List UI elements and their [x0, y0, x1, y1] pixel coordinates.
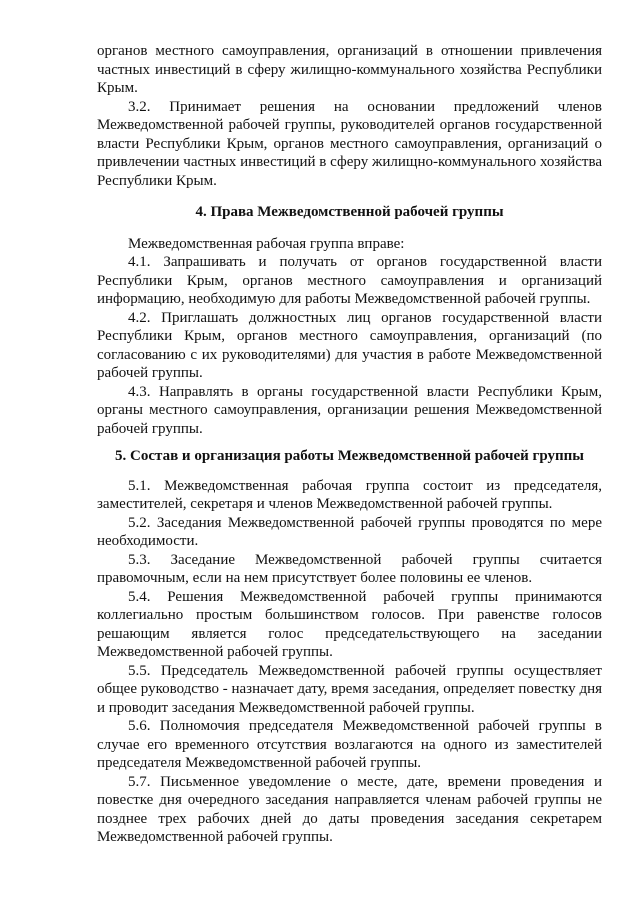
paragraph-3-2: 3.2. Принимает решения на основании предложений членов Межведомственной рабочей группы, руководителей органов государственной власти Республики Крым, органов местного самоуправления, организаций о привлечении частных инвестиций в сферу жилищно-коммунального хозяйства Республики Крым.: [97, 98, 602, 189]
paragraph-4-2: 4.2. Приглашать должностных лиц органов государственной власти Республики Крым, органов местного самоуправления, организаций (по согласованию с их руководителями) для участия в работе Межведомственной рабочей группы.: [97, 309, 602, 381]
paragraph-5-7: 5.7. Письменное уведомление о месте, дате, времени проведения и повестке дня очередного заседания направляется членам рабочей группы не позднее трех рабочих дней до даты проведения заседания секретарем Межведомственной рабочей группы.: [97, 773, 602, 845]
document-body: [97, 42, 602, 847]
section-4-intro: Межведомственная рабочая группа вправе:: [128, 235, 405, 252]
section-5-heading: 5. Состав и организация работы Межведомственной рабочей группы: [115, 448, 584, 464]
paragraph-4-3: 4.3. Направлять в органы государственной власти Республики Крым, органы местного самоуправления, организации решения Межведомственной рабочей группы.: [97, 383, 602, 437]
paragraph-5-6: 5.6. Полномочия председателя Межведомственной рабочей группы в случае его временного отсутствия возлагаются на одного из заместителей председателя Межведомственной рабочей группы.: [97, 718, 602, 771]
paragraph-5-3: 5.3. Заседание Межведомственной рабочей группы считается правомочным, если на нем присутствует более половины ее членов.: [97, 551, 602, 586]
paragraph-continuation: органов местного самоуправления, организаций в отношении привлечения частных инвестиций в сферу жилищно-коммунального хозяйства Республики Крым.: [97, 43, 602, 96]
paragraph-5-1: 5.1. Межведомственная рабочая группа состоит из председателя, заместителей, секретаря и членов Межведомственной рабочей группы.: [97, 477, 602, 512]
paragraph-4-1: 4.1. Запрашивать и получать от органов государственной власти Республики Крым, органов местного самоуправления и организаций информацию, необходимую для работы Межведомственной рабочей группы.: [97, 254, 602, 307]
paragraph-5-2: 5.2. Заседания Межведомственной рабочей группы проводятся по мере необходимости.: [97, 514, 602, 549]
paragraph-5-5: 5.5. Председатель Межведомственной рабочей группы осуществляет общее руководство - назначает дату, время заседания, определяет повестку дня и проводит заседания Межведомственной рабочей группы.: [97, 662, 602, 716]
section-4-heading: 4. Права Межведомственной рабочей группы: [195, 204, 504, 220]
paragraph-5-4: 5.4. Решения Межведомственной рабочей группы принимаются коллегиально простым большинством голосов. При равенстве голосов решающим является голос председательствующего на заседании Межведомственной рабочей группы.: [97, 588, 602, 660]
